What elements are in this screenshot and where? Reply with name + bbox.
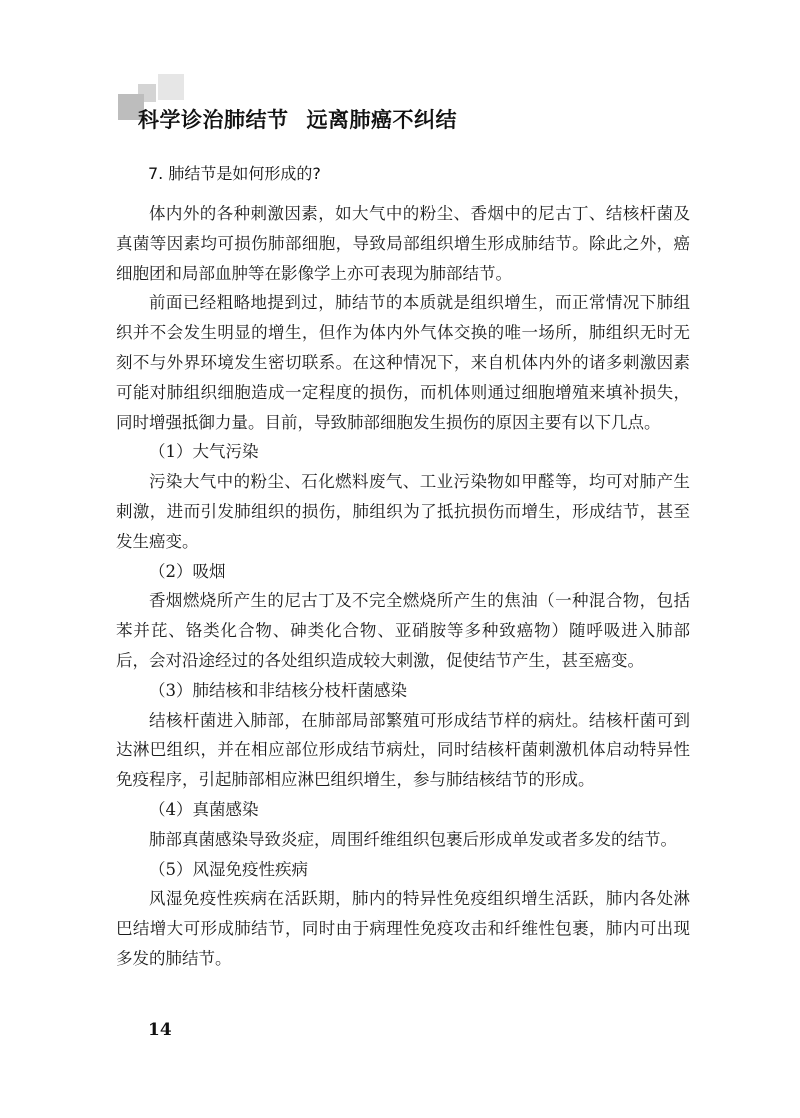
paragraph: 前面已经粗略地提到过，肺结节的本质就是组织增生，而正常情况下肺组织并不会发生明显的增生，但作为体内外气体交换的唯一场所，肺组织无时无刻不与外界环境发生密切联系。在这种情况下，来自机体内外的诸多刺激因素可能对肺组织细胞造成一定程度的损伤，而机体则通过细胞增殖来填补损失，同时增强抵御力量。目前，导致肺部细胞发生损伤的原因主要有以下几点。 xyxy=(116,293,690,432)
cause-text: 肺部真菌感染导致炎症，周围纤维组织包裹后形成单发或者多发的结节。 xyxy=(149,829,677,849)
cause-heading: （1）大气污染 xyxy=(149,442,259,462)
section-title: 7. 肺结节是如何形成的? xyxy=(148,164,321,183)
cause-heading: （3）肺结核和非结核分枝杆菌感染 xyxy=(149,680,407,700)
page-number: 14 xyxy=(148,1020,172,1040)
cause-text: 风湿免疫性疾病在活跃期，肺内的特异性免疫组织增生活跃，肺内各处淋巴结增大可形成肺结节，同时由于病理性免疫攻击和纤维性包裹，肺内可出现多发的肺结节。 xyxy=(116,889,690,968)
cause-text: 污染大气中的粉尘、石化燃料废气、工业污染物如甲醛等，均可对肺产生刺激，进而引发肺组织的损伤，肺组织为了抵抗损伤而增生，形成结节，甚至发生癌变。 xyxy=(116,472,690,551)
deco-square xyxy=(158,74,184,100)
paragraph: 体内外的各种刺激因素，如大气中的粉尘、香烟中的尼古丁、结核杆菌及真菌等因素均可损伤肺部细胞，导致局部组织增生形成肺结节。除此之外，癌细胞团和局部血肿等在影像学上亦可表现为肺部结节。 xyxy=(116,204,690,283)
body-text xyxy=(116,199,690,974)
cause-text: 香烟燃烧所产生的尼古丁及不完全燃烧所产生的焦油（一种混合物，包括苯并芘、铬类化合物、砷类化合物、亚硝胺等多种致癌物）随呼吸进入肺部后，会对沿途经过的各处组织造成较大刺激，促使结节产生，甚至癌变。 xyxy=(116,591,690,670)
cause-heading: （5）风湿免疫性疾病 xyxy=(149,859,308,879)
cause-heading: （4）真菌感染 xyxy=(149,799,259,819)
running-head-part1: 科学诊治肺结节 xyxy=(138,108,289,132)
cause-text: 结核杆菌进入肺部，在肺部局部繁殖可形成结节样的病灶。结核杆菌可到达淋巴组织，并在相应部位形成结节病灶，同时结核杆菌刺激机体启动特异性免疫程序，引起肺部相应淋巴组织增生，参与肺结核结节的形成。 xyxy=(116,710,690,790)
running-head-part2: 远离肺癌不纠结 xyxy=(306,108,457,132)
cause-heading: （2）吸烟 xyxy=(149,561,226,581)
running-head xyxy=(138,104,457,134)
